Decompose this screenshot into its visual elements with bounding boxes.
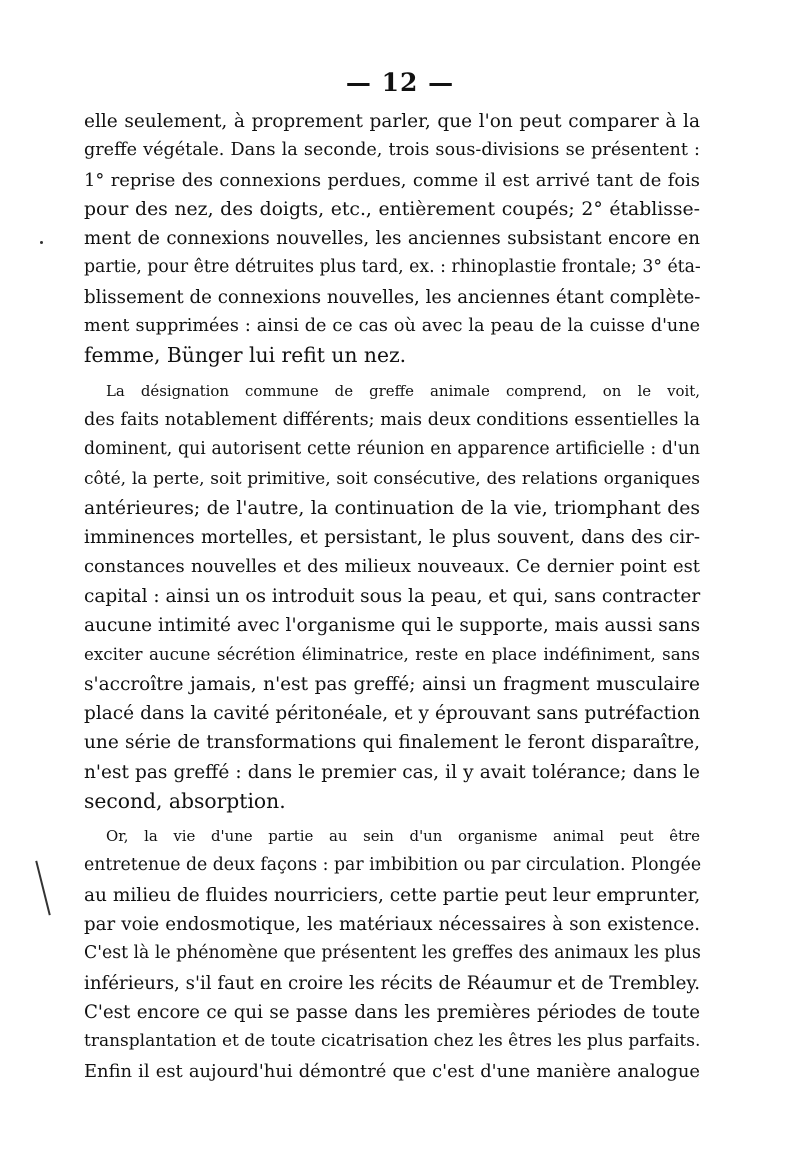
text-line: blissement de connexions nouvelles, les anciennes étant complète- [84,286,701,308]
text-line: partie, pour être détruites plus tard, ex. : rhinoplastie frontale; 3° éta- [84,257,701,278]
text-line: aucune intimité avec l'organisme qui le supporte, mais aussi sans [84,615,701,637]
text-line: pour des nez, des doigts, etc., entièrement coupés; 2° établisse- [84,198,700,220]
text-line: côté, la perte, soit primitive, soit consécutive, des relations organiques [84,468,700,489]
text-line: s'accroître jamais, n'est pas greffé; ainsi un fragment musculaire [84,673,700,695]
text-line: au milieu de fluides nourriciers, cette partie peut leur emprunter, [84,884,701,906]
text-line: des faits notablement différents; mais deux conditions essentielles la [84,409,700,430]
text-line: femme, Bünger lui refit un nez. [84,343,407,368]
text-line: ment supprimées : ainsi de ce cas où avec la peau de la cuisse d'une [84,316,700,337]
text-line: dominent, qui autorisent cette réunion en apparence artificielle : d'un [84,439,700,460]
text-line: entretenue de deux façons : par imbibition ou par circulation. Plongée [84,855,702,876]
paragraph [84,107,700,371]
paragraph [84,377,700,816]
text-line: Enfin il est aujourd'hui démontré que c'est d'une manière analogue [84,1060,700,1082]
text-line: ment de connexions nouvelles, les anciennes subsistant encore en [84,228,700,250]
text-line: Or, la vie d'une partie au sein d'un organisme animal peut être [106,827,700,846]
text-line: imminences mortelles, et persistant, le plus souvent, dans des cir- [84,527,700,549]
text-line: La désignation commune de greffe animale comprend, on le voit, [106,381,700,400]
margin-stroke [35,861,50,916]
text-line: capital : ainsi un os introduit sous la peau, et qui, sans contracter [84,585,701,607]
text-line: exciter aucune sécrétion éliminatrice, reste en place indéfiniment, sans [84,644,700,665]
text-line: une série de transformations qui finalement le feront disparaître, [84,732,700,754]
body-text [84,107,700,1086]
margin-dot [40,241,43,244]
text-line: C'est encore ce qui se passe dans les premières périodes de toute [84,1001,700,1023]
text-line: n'est pas greffé : dans le premier cas, il y avait tolérance; dans le [84,761,700,783]
text-line: 1° reprise des connexions perdues, comme il est arrivé tant de fois [84,169,700,191]
text-line: greffe végétale. Dans la seconde, trois sous-divisions se présentent : [84,140,700,161]
text-line: second, absorption. [84,788,286,813]
text-line: elle seulement, à proprement parler, que l'on peut comparer à la [84,111,700,132]
paragraph [84,822,700,1086]
page-number: — 12 — [345,68,455,97]
text-line: transplantation et de toute cicatrisation chez les êtres les plus parfaits. [84,1031,701,1052]
text-line: placé dans la cavité péritonéale, et y éprouvant sans putréfaction [84,702,700,724]
text-line: par voie endosmotique, les matériaux nécessaires à son existence. [84,914,700,936]
text-line: inférieurs, s'il faut en croire les récits de Réaumur et de Trembley. [84,972,700,994]
text-line: constances nouvelles et des milieux nouveaux. Ce dernier point est [84,556,700,578]
text-line: C'est là le phénomène que présentent les greffes des animaux les plus [84,943,701,964]
text-line: antérieures; de l'autre, la continuation de la vie, triomphant des [84,497,700,519]
